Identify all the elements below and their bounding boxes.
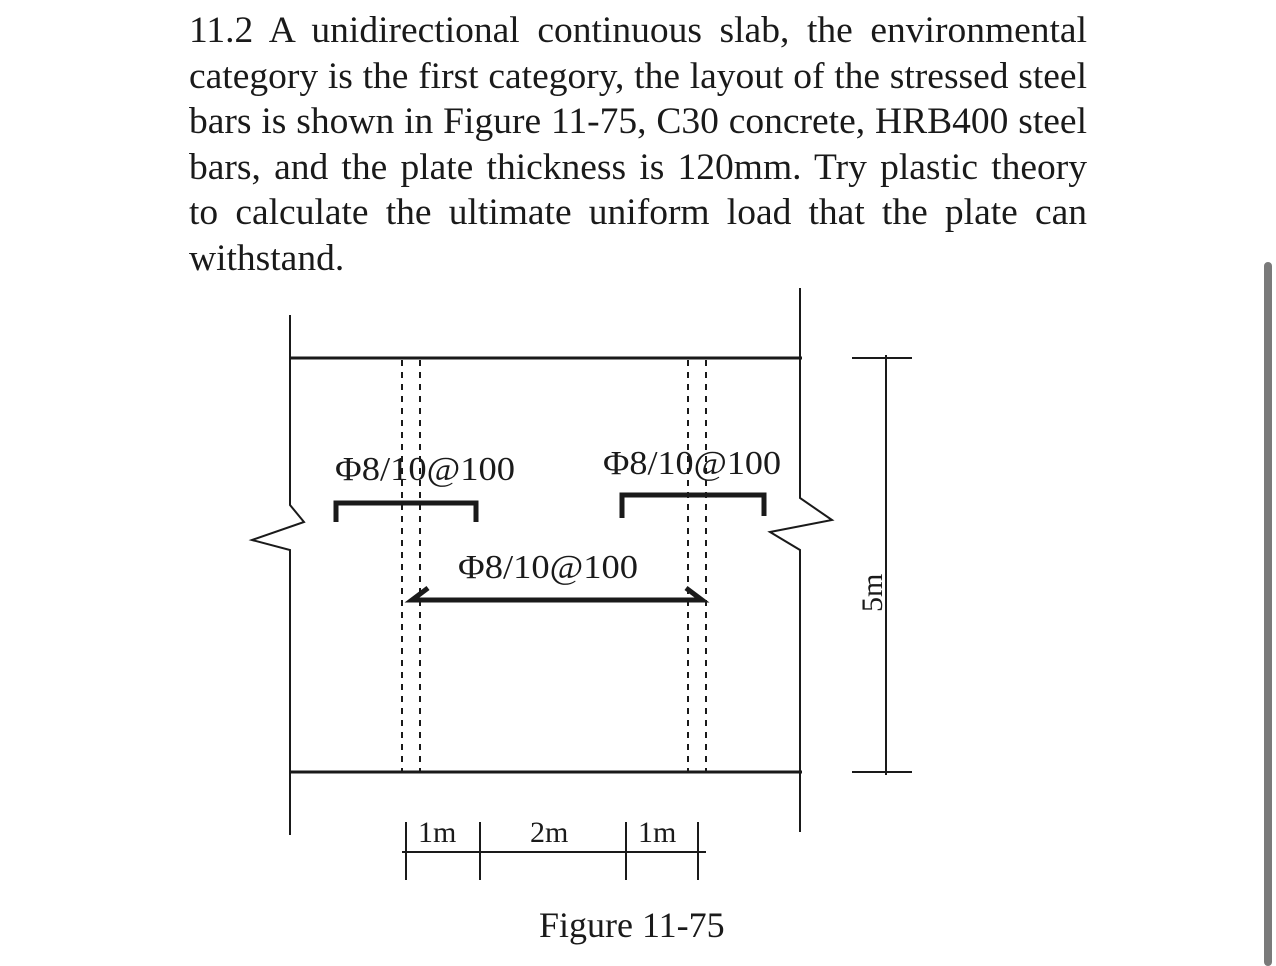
- left-break-line: [252, 315, 304, 835]
- dim-label-middle: 2m: [530, 816, 569, 849]
- vertical-scrollbar[interactable]: [1264, 262, 1272, 966]
- dim-label-vertical: 5m: [856, 573, 889, 612]
- rebar-midspan-bar: [412, 588, 702, 600]
- label-rebar-left-support: Φ8/10@100: [335, 451, 515, 488]
- figure-caption: Figure 11-75: [539, 905, 725, 945]
- label-rebar-right-support: Φ8/10@100: [603, 445, 781, 482]
- dim-label-left: 1m: [418, 816, 457, 849]
- rebar-right-support-bar: [622, 495, 764, 518]
- rebar-left-support-bar: [336, 503, 476, 522]
- right-break-line: [770, 288, 832, 832]
- dim-label-right: 1m: [638, 816, 677, 849]
- problem-statement: 11.2 A unidirectional continuous slab, the environmental category is the first category, the layout of the stressed steel bars is shown in Figure 11-75, C30 concrete, HRB400 steel bars, and the plate thickness is 120mm. Try plastic theory to calculate the ultimate uniform load that the plate can withstand.: [189, 10, 1087, 279]
- label-rebar-midspan: Φ8/10@100: [458, 549, 638, 586]
